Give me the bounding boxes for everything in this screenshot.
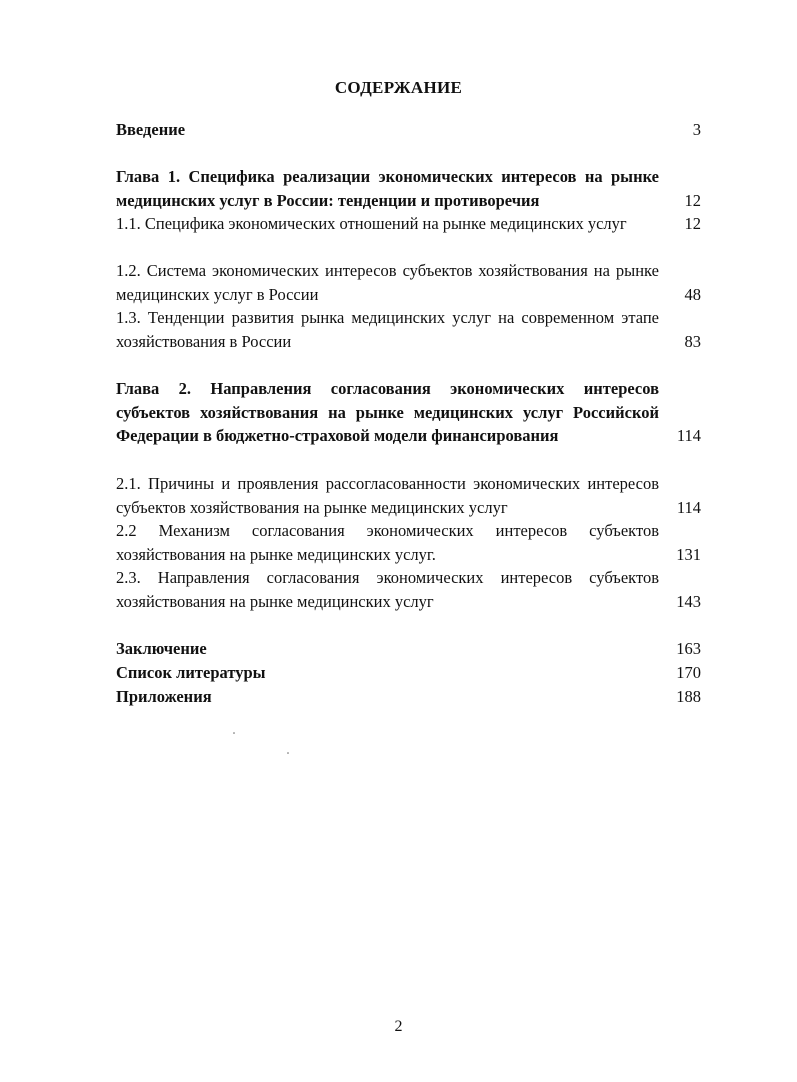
toc-entry-text: 1.3. Тенденции развития рынка медицинских услуг на современном этапе хозяйствования в России — [116, 308, 659, 351]
page-number: 2 — [394, 1018, 403, 1035]
toc-entry-text: Заключение — [116, 639, 207, 658]
toc-entry-text: Список литературы — [116, 663, 266, 682]
toc-entry-text: 2.2 Механизм согласования экономических интересов субъектов хозяйствования на рынке медицинских услуг. — [116, 521, 659, 564]
toc-entry-page: 163 — [676, 639, 701, 658]
toc-entry-text: 2.1. Причины и проявления рассогласованности экономических интересов субъектов хозяйствования на рынке медицинских услуг — [116, 474, 659, 517]
toc-entry-text: Введение — [116, 120, 186, 139]
toc-entry-page: 3 — [692, 120, 701, 139]
toc-entry-text: Глава 2. Направления согласования экономических интересов субъектов хозяйствования на рынке медицинских услуг Российской Федерации в бюджетно-страховой модели финансирования — [116, 379, 659, 445]
page-title: СОДЕРЖАНИЕ — [334, 78, 463, 97]
toc-entry-page: 170 — [676, 663, 701, 682]
toc-entry-text: Приложения — [116, 687, 212, 706]
toc-entry-page: 83 — [684, 331, 701, 351]
toc-entry-page: 12 — [684, 214, 701, 233]
toc-entry-page: 143 — [676, 591, 701, 611]
toc-entry-text: 2.3. Направления согласования экономических интересов субъектов хозяйствования на рынке медицинских услуг — [116, 568, 659, 611]
toc-entry-text: 1.1. Специфика экономических отношений на рынке медицинских услуг — [116, 214, 627, 233]
toc-entry-page: 114 — [676, 426, 701, 445]
toc-entry-page: 48 — [684, 284, 701, 304]
toc-entry-page: 188 — [676, 687, 701, 706]
toc-entry-text: 1.2. Система экономических интересов субъектов хозяйствования на рынке медицинских услуг в России — [116, 261, 659, 304]
toc-entry-page: 12 — [684, 190, 701, 210]
toc-entry-text: Глава 1. Специфика реализации экономических интересов на рынке медицинских услуг в России: тенденции и противоречия — [116, 167, 659, 210]
toc-entry-page: 114 — [676, 497, 701, 517]
toc-entry-page: 131 — [676, 544, 701, 564]
